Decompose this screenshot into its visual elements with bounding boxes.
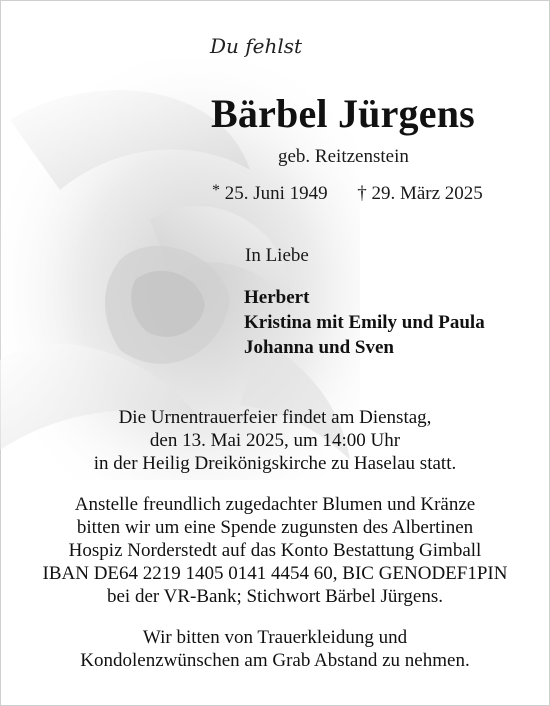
deceased-name: Bärbel Jürgens — [211, 91, 475, 136]
request-line: Wir bitten von Trauerkleidung und — [142, 627, 408, 648]
donation-line: Anstelle freundlich zugedachter Blumen und Kränze — [74, 494, 476, 515]
service-line: den 13. Mai 2025, um 14:00 Uhr — [149, 430, 401, 451]
service-line: Die Urnentrauerfeier findet am Dienstag, — [118, 407, 432, 428]
mourners-list — [244, 285, 485, 360]
donation-paragraph — [0, 493, 550, 608]
mourner: Johanna und Sven — [244, 337, 394, 358]
service-paragraph — [0, 406, 550, 475]
love-line: In Liebe — [245, 245, 309, 266]
life-dates — [212, 182, 483, 205]
request-paragraph — [0, 626, 550, 672]
motto-text: Du fehlst — [210, 34, 303, 58]
donation-line: IBAN DE64 2219 1405 0141 4454 60, BIC GENODEF1PIN — [42, 563, 508, 584]
death-date: 29. März 2025 — [371, 183, 483, 204]
birth-date: 25. Juni 1949 — [224, 183, 328, 204]
mourner: Kristina mit Emily und Paula — [244, 312, 485, 333]
donation-line: bei der VR-Bank; Stichwort Bärbel Jürgens. — [107, 586, 443, 607]
birth-symbol: * — [212, 182, 220, 199]
mourner: Herbert — [244, 287, 310, 308]
death-symbol: † — [357, 183, 367, 204]
donation-line: bitten wir um eine Spende zugunsten des Albertinen — [76, 517, 474, 538]
donation-line: Hospiz Norderstedt auf das Konto Bestattung Gimball — [68, 540, 482, 561]
service-line: in der Heilig Dreikönigskirche zu Haselau statt. — [93, 453, 457, 474]
birth-name: geb. Reitzenstein — [278, 146, 409, 167]
request-line: Kondolenzwünschen am Grab Abstand zu nehmen. — [80, 650, 470, 671]
